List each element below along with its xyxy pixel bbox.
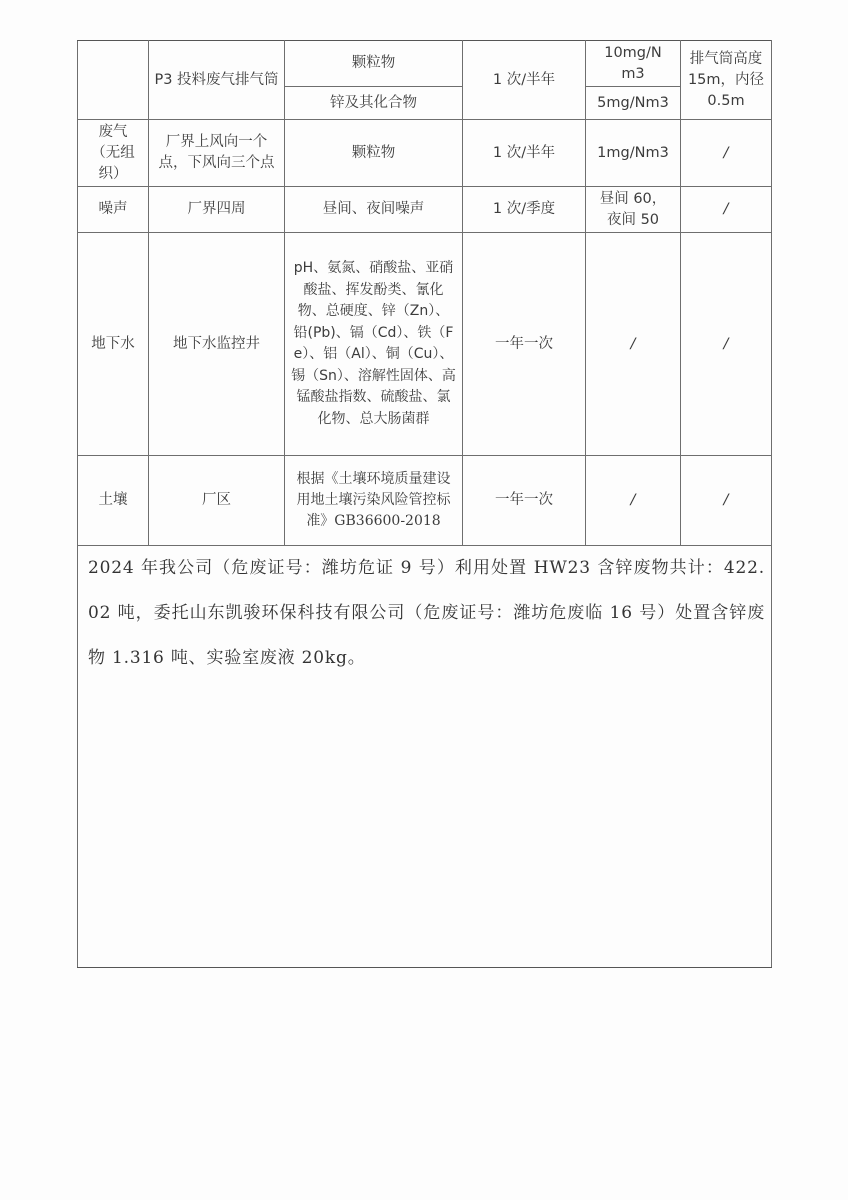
category-cell: 土壤 [78, 456, 149, 546]
notes-cell: / [681, 120, 772, 187]
table-row-summary [78, 546, 772, 968]
limit-cell: / [586, 233, 681, 456]
location-cell: 厂区 [149, 456, 285, 546]
notes-cell: 排气筒高度 15m，内径 0.5m [681, 41, 772, 120]
notes-cell: / [681, 456, 772, 546]
notes-cell: / [681, 187, 772, 233]
frequency-cell: 1 次/季度 [463, 187, 586, 233]
item-cell: 颗粒物 [285, 120, 463, 187]
frequency-cell: 1 次/半年 [463, 41, 586, 120]
limit-cell: 昼间 60，夜间 50 [586, 187, 681, 233]
frequency-cell: 一年一次 [463, 233, 586, 456]
limit-cell: / [586, 456, 681, 546]
monitoring-table [77, 40, 772, 968]
table-row-groundwater [78, 233, 772, 456]
table-row-soil [78, 456, 772, 546]
location-cell: 厂界四周 [149, 187, 285, 233]
notes-cell: / [681, 233, 772, 456]
table-row-noise [78, 187, 772, 233]
location-cell: 厂界上风向一个点，下风向三个点 [149, 120, 285, 187]
summary-cell [78, 546, 772, 968]
category-cell [78, 41, 149, 120]
item-cell: 昼间、夜间噪声 [285, 187, 463, 233]
item-cell: 根据《土壤环境质量建设用地土壤污染风险管控标准》GB36600-2018 [285, 456, 463, 546]
category-cell: 地下水 [78, 233, 149, 456]
limit-cell: 5mg/Nm3 [586, 87, 681, 120]
category-cell: 噪声 [78, 187, 149, 233]
limit-cell: 10mg/Nm3 [586, 41, 681, 87]
category-cell: 废气（无组织） [78, 120, 149, 187]
table-row-p3-particulate [78, 41, 772, 87]
frequency-cell: 1 次/半年 [463, 120, 586, 187]
item-cell: 颗粒物 [285, 41, 463, 87]
table-row-fugitive-gas [78, 120, 772, 187]
frequency-cell: 一年一次 [463, 456, 586, 546]
summary-text: 2024 年我公司（危废证号：潍坊危证 9 号）利用处置 HW23 含锌废物共计：422.02 吨，委托山东凯骏环保科技有限公司（危废证号：潍坊危废临 16 号）处置含锌废物 1.316 吨、实验室废液 20kg。 [88, 558, 765, 668]
item-cell: 锌及其化合物 [285, 87, 463, 120]
location-cell: 地下水监控井 [149, 233, 285, 456]
location-cell: P3 投料废气排气筒 [149, 41, 285, 120]
item-cell: pH、氨氮、硝酸盐、亚硝酸盐、挥发酚类、氰化物、总硬度、锌（Zn）、铅(Pb)、镉（Cd）、铁（Fe）、铝（Al）、铜（Cu）、锡（Sn）、溶解性固体、高锰酸盐指数、硫酸盐、氯化物、总大肠菌群 [285, 233, 463, 456]
limit-cell: 1mg/Nm3 [586, 120, 681, 187]
